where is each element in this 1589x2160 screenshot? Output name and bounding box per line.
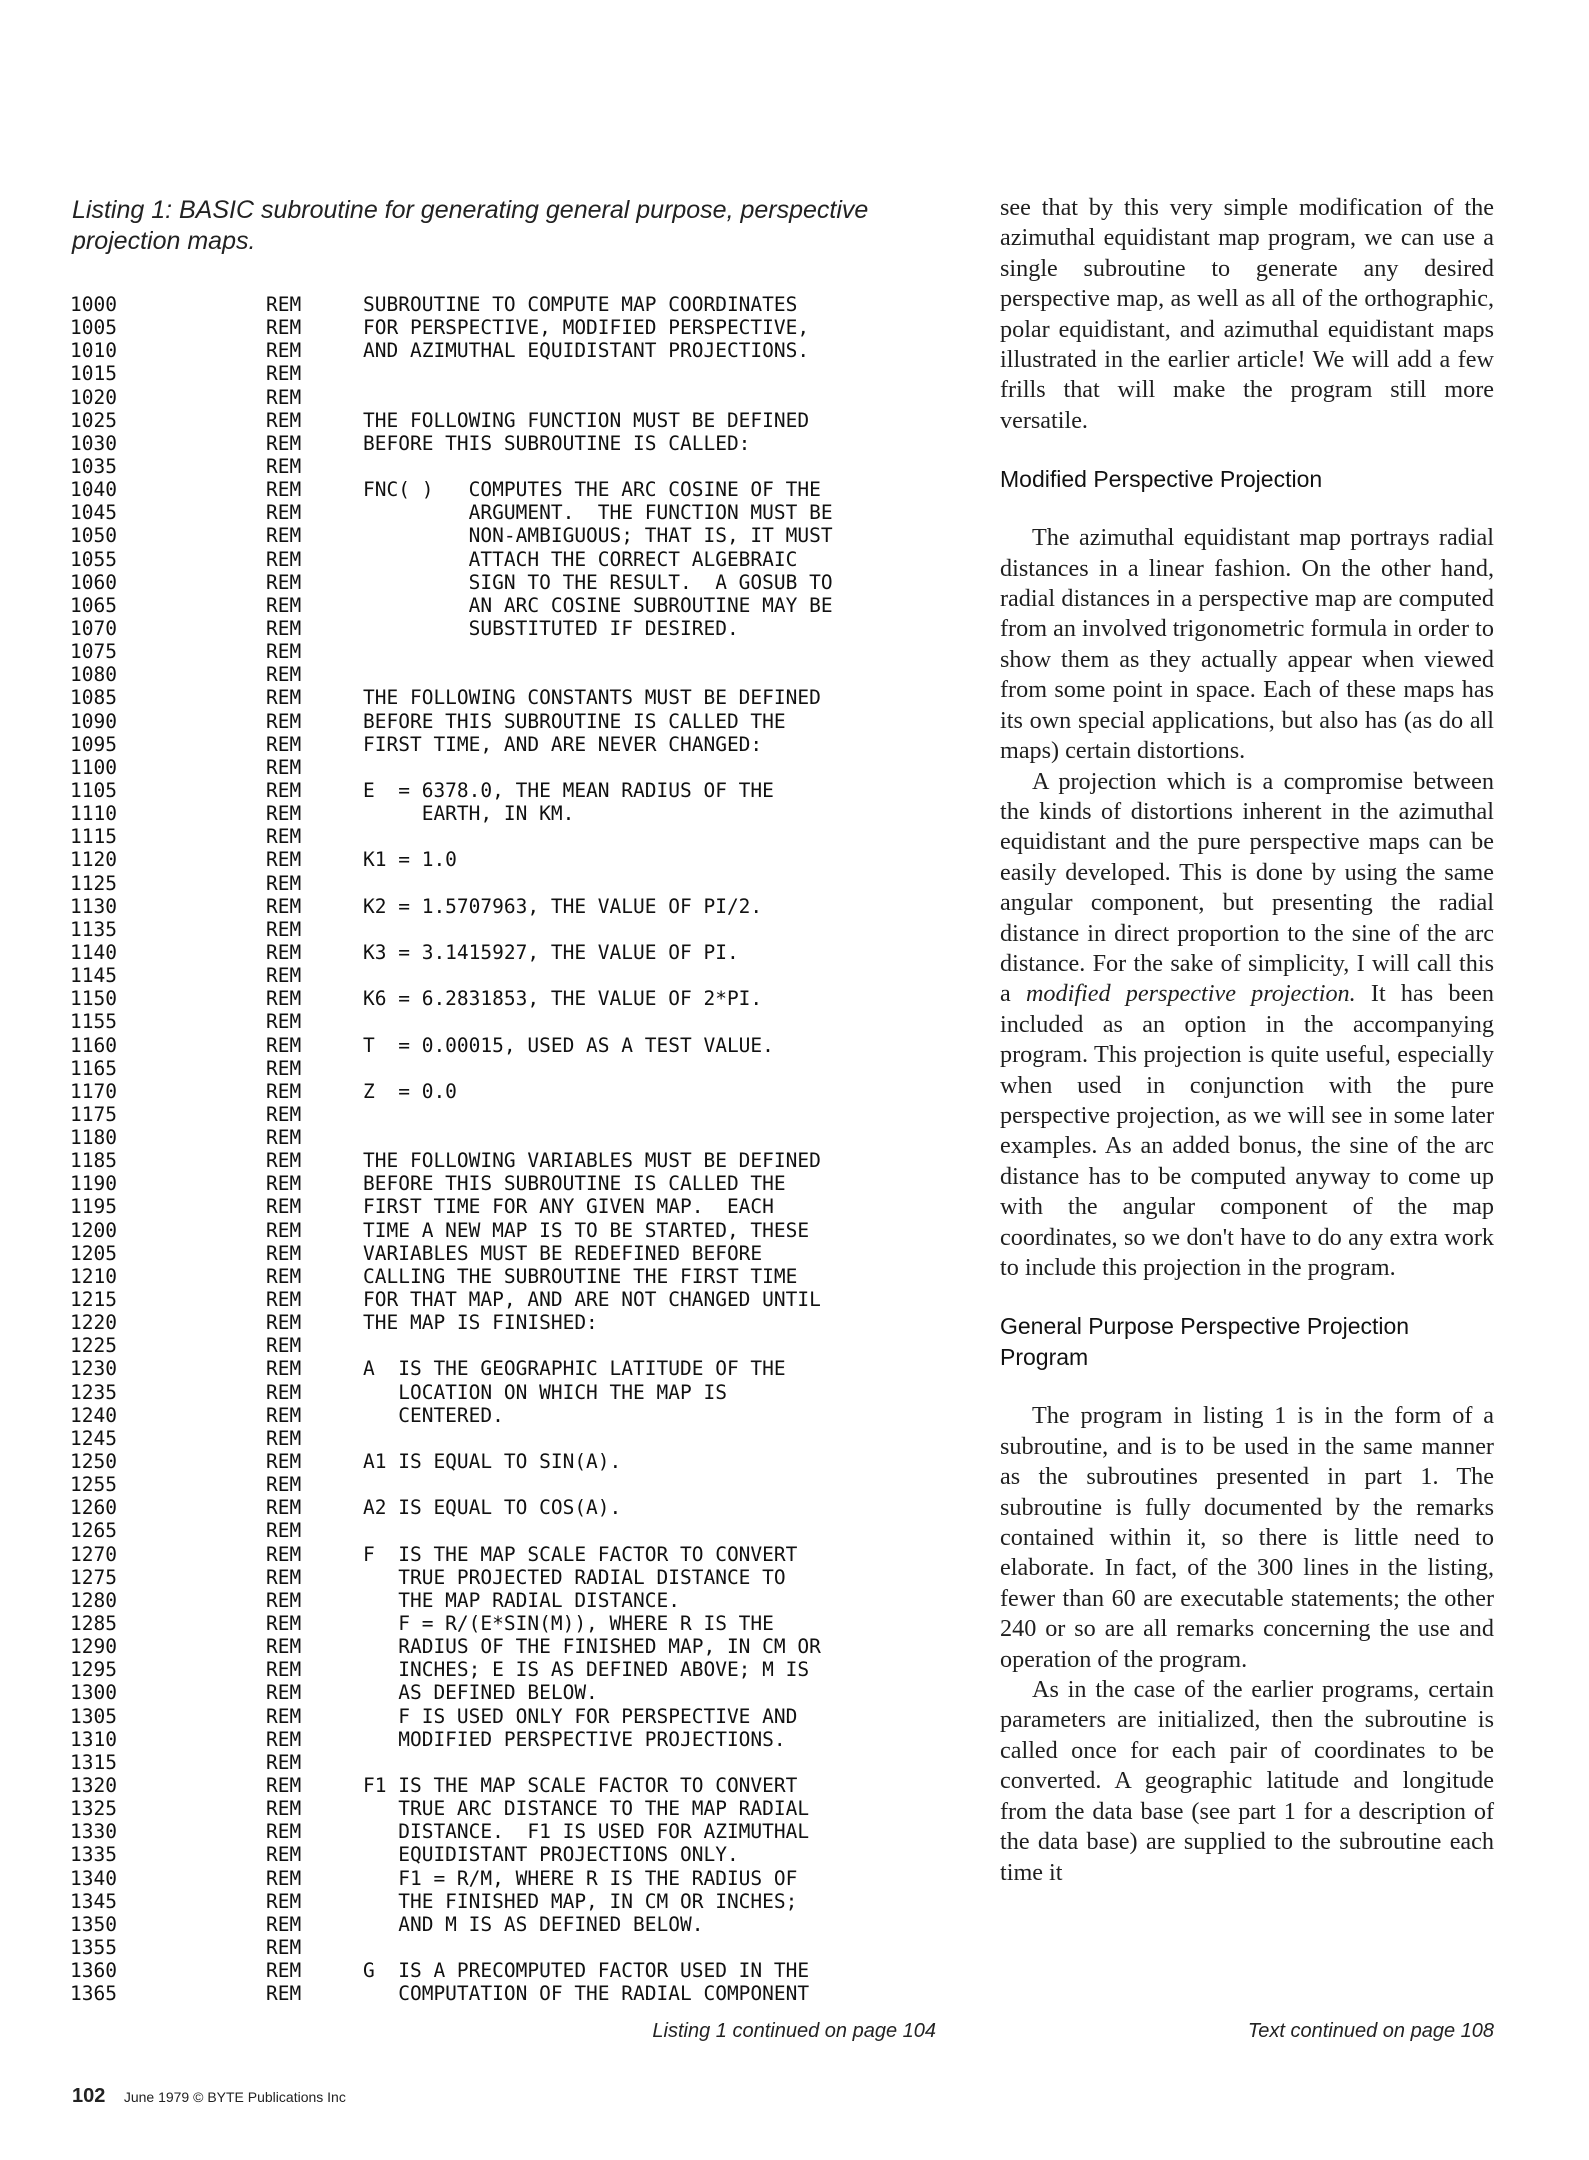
code-line <box>70 756 950 779</box>
line-number: 1140 <box>70 940 117 964</box>
line-number: 1030 <box>70 431 117 455</box>
code-line <box>70 571 950 594</box>
line-number: 1360 <box>70 1959 117 1983</box>
rem-keyword: REM <box>266 1426 302 1450</box>
code-line <box>70 1589 950 1612</box>
line-number: 1105 <box>70 778 117 802</box>
rem-keyword: REM <box>266 431 302 455</box>
code-line <box>70 1681 950 1704</box>
rem-keyword: REM <box>266 1380 302 1404</box>
line-number: 1160 <box>70 1033 117 1057</box>
comment-text: E = 6378.0, THE MEAN RADIUS OF THE <box>363 778 774 802</box>
line-number: 1340 <box>70 1866 117 1890</box>
line-number: 1220 <box>70 1311 117 1335</box>
rem-keyword: REM <box>266 940 302 964</box>
code-line <box>70 1473 950 1496</box>
code-line <box>70 1149 950 1172</box>
rem-keyword: REM <box>266 1612 302 1636</box>
line-number: 1265 <box>70 1519 117 1543</box>
code-line <box>70 1959 950 1982</box>
rem-keyword: REM <box>266 1079 302 1103</box>
code-line <box>70 941 950 964</box>
code-line <box>70 1010 950 1033</box>
code-line <box>70 594 950 617</box>
comment-text: K3 = 3.1415927, THE VALUE OF PI. <box>363 940 739 964</box>
line-number: 1180 <box>70 1126 117 1150</box>
code-line <box>70 1195 950 1218</box>
code-line <box>70 293 950 316</box>
code-line <box>70 802 950 825</box>
line-number: 1005 <box>70 316 117 340</box>
rem-keyword: REM <box>266 1126 302 1150</box>
line-number: 1060 <box>70 570 117 594</box>
code-line <box>70 710 950 733</box>
comment-text: F1 = R/M, WHERE R IS THE RADIUS OF <box>363 1866 798 1890</box>
line-number: 1315 <box>70 1750 117 1774</box>
line-number: 1250 <box>70 1450 117 1474</box>
code-line <box>70 1126 950 1149</box>
comment-text: FIRST TIME FOR ANY GIVEN MAP. EACH <box>363 1195 774 1219</box>
rem-keyword: REM <box>266 1033 302 1057</box>
comment-text: MODIFIED PERSPECTIVE PROJECTIONS. <box>363 1727 786 1751</box>
paragraph: see that by this very simple modification of the azimuthal equidistant map program, we can use a single subroutine to generate any desired perspective map, as well as all of the orthographic, polar equidistant, and azimuthal equidistant maps illustrated in the earlier article! We will add a few frills that will make the program still more versatile. <box>1000 194 1494 434</box>
line-number: 1320 <box>70 1774 117 1797</box>
rem-keyword: REM <box>266 1565 302 1589</box>
line-number: 1175 <box>70 1102 117 1126</box>
code-line <box>70 1867 950 1890</box>
comment-text: VARIABLES MUST BE REDEFINED BEFORE <box>363 1241 763 1265</box>
line-number: 1000 <box>70 293 117 316</box>
line-number: 1090 <box>70 709 117 733</box>
line-number: 1200 <box>70 1218 117 1242</box>
comment-text: K2 = 1.5707963, THE VALUE OF PI/2. <box>363 894 763 918</box>
rem-keyword: REM <box>266 1473 302 1497</box>
line-number: 1120 <box>70 848 117 872</box>
code-line <box>70 1103 950 1126</box>
code-line <box>70 686 950 709</box>
rem-keyword: REM <box>266 1727 302 1751</box>
rem-keyword: REM <box>266 1334 302 1358</box>
emphasis-term: modified perspective projection. <box>1025 980 1356 1008</box>
comment-text: SIGN TO THE RESULT. A GOSUB TO <box>363 570 833 594</box>
rem-keyword: REM <box>266 686 302 710</box>
page-number: 102 <box>72 2085 106 2107</box>
line-number: 1350 <box>70 1912 117 1936</box>
line-number: 1045 <box>70 501 117 525</box>
code-line <box>70 1820 950 1843</box>
code-line <box>70 455 950 478</box>
section-heading: General Purpose Perspective Projection Program <box>1000 1313 1410 1371</box>
line-number: 1165 <box>70 1056 117 1080</box>
comment-text: G IS A PRECOMPUTED FACTOR USED IN THE <box>363 1959 810 1983</box>
rem-keyword: REM <box>266 1172 302 1196</box>
listing-continued-note: Listing 1 continued on page 104 <box>652 2020 936 2042</box>
code-line <box>70 964 950 987</box>
section-heading: Modified Perspective Projection <box>1000 466 1323 493</box>
paragraph <box>1000 767 1494 1284</box>
code-line <box>70 1080 950 1103</box>
rem-keyword: REM <box>266 501 302 525</box>
rem-keyword: REM <box>266 1959 302 1983</box>
line-number: 1325 <box>70 1797 117 1821</box>
code-line <box>70 1913 950 1936</box>
comment-text: ARGUMENT. THE FUNCTION MUST BE <box>363 501 833 525</box>
comment-text: BEFORE THIS SUBROUTINE IS CALLED: <box>363 431 751 455</box>
line-number: 1025 <box>70 408 117 432</box>
rem-keyword: REM <box>266 1658 302 1682</box>
code-line <box>70 1658 950 1681</box>
paragraph: The program in listing 1 is in the form of a subroutine, and is to be used in the same manner as the subroutines presented in part 1. The subroutine is fully documented by the remarks contained within it, so there is little need to elaborate. In fact, of the 300 lines in the listing, fewer than 60 are executable statements; the other 240 or so are all remarks concerning the use and operation of the program. <box>1000 1402 1494 1673</box>
line-number: 1075 <box>70 640 117 664</box>
rem-keyword: REM <box>266 987 302 1011</box>
code-line <box>70 918 950 941</box>
code-line <box>70 1404 950 1427</box>
line-number: 1275 <box>70 1565 117 1589</box>
rem-keyword: REM <box>266 570 302 594</box>
code-line <box>70 825 950 848</box>
code-line <box>70 848 950 871</box>
code-line <box>70 1450 950 1473</box>
comment-text: AND M IS AS DEFINED BELOW. <box>363 1912 704 1936</box>
comment-text: T = 0.00015, USED AS A TEST VALUE. <box>363 1033 774 1057</box>
footer-publication: June 1979 © BYTE Publications Inc <box>123 2089 346 2105</box>
code-line <box>70 779 950 802</box>
comment-text: AND AZIMUTHAL EQUIDISTANT PROJECTIONS. <box>363 339 810 363</box>
line-number: 1230 <box>70 1357 117 1381</box>
line-number: 1225 <box>70 1334 117 1358</box>
rem-keyword: REM <box>266 640 302 664</box>
line-number: 1205 <box>70 1241 117 1265</box>
comment-text: F IS USED ONLY FOR PERSPECTIVE AND <box>363 1704 798 1728</box>
code-line <box>70 1288 950 1311</box>
rem-keyword: REM <box>266 778 302 802</box>
rem-keyword: REM <box>266 1241 302 1265</box>
line-number: 1035 <box>70 454 117 478</box>
line-number: 1080 <box>70 663 117 687</box>
rem-keyword: REM <box>266 1797 302 1821</box>
rem-keyword: REM <box>266 1195 302 1219</box>
code-line <box>70 548 950 571</box>
code-line <box>70 1427 950 1450</box>
line-number: 1155 <box>70 1010 117 1034</box>
comment-text: SUBROUTINE TO COMPUTE MAP COORDINATES <box>363 293 798 316</box>
code-line <box>70 501 950 524</box>
rem-keyword: REM <box>266 547 302 571</box>
line-number: 1210 <box>70 1264 117 1288</box>
code-line <box>70 362 950 385</box>
paragraph-text: A projection which is a compromise between the kinds of distortions inherent in the azimuthal equidistant and the pure perspective maps can be easily developed. This is done by using the same angular component, but presenting the radial distance in direct proportion to the sine of the arc distance. For the sake of simplicity, I will call this a <box>1000 767 1494 1008</box>
rem-keyword: REM <box>266 408 302 432</box>
page-footer <box>72 2085 346 2108</box>
line-number: 1115 <box>70 825 117 849</box>
rem-keyword: REM <box>266 848 302 872</box>
rem-keyword: REM <box>266 616 302 640</box>
code-line <box>70 339 950 362</box>
code-line <box>70 1034 950 1057</box>
comment-text: EARTH, IN KM. <box>363 802 575 826</box>
rem-keyword: REM <box>266 1311 302 1335</box>
comment-text: AN ARC COSINE SUBROUTINE MAY BE <box>363 593 833 617</box>
comment-text: DISTANCE. F1 IS USED FOR AZIMUTHAL <box>363 1820 810 1844</box>
line-number: 1365 <box>70 1982 117 2006</box>
comment-text: TRUE PROJECTED RADIAL DISTANCE TO <box>363 1565 786 1589</box>
rem-keyword: REM <box>266 1843 302 1867</box>
rem-keyword: REM <box>266 755 302 779</box>
comment-text: NON-AMBIGUOUS; THAT IS, IT MUST <box>363 524 833 548</box>
code-line <box>70 895 950 918</box>
paragraph-text: It has been included as an option in the accompanying program. This projection is quite useful, especially when used in conjunction with the pure perspective projection, as we will see in some later examples. As an added bonus, the sine of the arc distance has to be computed anyway to come up with the angular component of the map coordinates, so we don't have to do any extra work to include this projection in the program. <box>1000 980 1494 1281</box>
line-number: 1295 <box>70 1658 117 1682</box>
rem-keyword: REM <box>266 894 302 918</box>
rem-keyword: REM <box>266 1218 302 1242</box>
rem-keyword: REM <box>266 1681 302 1705</box>
line-number: 1055 <box>70 547 117 571</box>
line-number: 1070 <box>70 616 117 640</box>
comment-text: A2 IS EQUAL TO COS(A). <box>363 1496 622 1520</box>
comment-text: EQUIDISTANT PROJECTIONS ONLY. <box>363 1843 739 1867</box>
rem-keyword: REM <box>266 709 302 733</box>
rem-keyword: REM <box>266 825 302 849</box>
paragraph: The azimuthal equidistant map portrays radial distances in a linear fashion. On the other hand, radial distances in a perspective map are computed from an involved trigonometric formula in order to show them as they actually appear when viewed from some point in space. Each of these maps has its own special applications, but also has (as do all maps) certain distortions. <box>1000 524 1494 765</box>
code-line <box>70 1705 950 1728</box>
code-line <box>70 1566 950 1589</box>
rem-keyword: REM <box>266 478 302 502</box>
comment-text: INCHES; E IS AS DEFINED ABOVE; M IS <box>363 1658 810 1682</box>
line-number: 1235 <box>70 1380 117 1404</box>
rem-keyword: REM <box>266 1357 302 1381</box>
comment-text: RADIUS OF THE FINISHED MAP, IN CM OR <box>363 1635 821 1659</box>
rem-keyword: REM <box>266 1010 302 1034</box>
code-line <box>70 1496 950 1519</box>
rem-keyword: REM <box>266 1889 302 1913</box>
line-number: 1260 <box>70 1496 117 1520</box>
line-number: 1335 <box>70 1843 117 1867</box>
comment-text: BEFORE THIS SUBROUTINE IS CALLED THE <box>363 1172 786 1196</box>
line-number: 1300 <box>70 1681 117 1705</box>
comment-text: THE MAP RADIAL DISTANCE. <box>363 1588 680 1612</box>
code-line <box>70 409 950 432</box>
comment-text: TRUE ARC DISTANCE TO THE MAP RADIAL <box>363 1797 810 1821</box>
code-line <box>70 478 950 501</box>
comment-text: FOR THAT MAP, AND ARE NOT CHANGED UNTIL <box>363 1288 821 1312</box>
comment-text: A1 IS EQUAL TO SIN(A). <box>363 1450 622 1474</box>
code-line <box>70 617 950 640</box>
comment-text: THE FOLLOWING CONSTANTS MUST BE DEFINED <box>363 686 821 710</box>
line-number: 1190 <box>70 1172 117 1196</box>
rem-keyword: REM <box>266 964 302 988</box>
comment-text: TIME A NEW MAP IS TO BE STARTED, THESE <box>363 1218 810 1242</box>
line-number: 1305 <box>70 1704 117 1728</box>
comment-text: AS DEFINED BELOW. <box>363 1681 598 1705</box>
code-line <box>70 1751 950 1774</box>
rem-keyword: REM <box>266 1149 302 1173</box>
code-line <box>70 1635 950 1658</box>
code-line <box>70 1334 950 1357</box>
rem-keyword: REM <box>266 732 302 756</box>
line-number: 1150 <box>70 987 117 1011</box>
code-line <box>70 1774 950 1797</box>
line-number: 1135 <box>70 917 117 941</box>
line-number: 1040 <box>70 478 117 502</box>
rem-keyword: REM <box>266 339 302 363</box>
code-line <box>70 1843 950 1866</box>
listing-caption: Listing 1: BASIC subroutine for generating general purpose, perspective projection maps. <box>72 196 869 255</box>
rem-keyword: REM <box>266 917 302 941</box>
comment-text: THE FINISHED MAP, IN CM OR INCHES; <box>363 1889 798 1913</box>
line-number: 1345 <box>70 1889 117 1913</box>
comment-text: FOR PERSPECTIVE, MODIFIED PERSPECTIVE, <box>363 316 810 340</box>
text-continued-note: Text continued on page 108 <box>1247 2020 1494 2042</box>
rem-keyword: REM <box>266 1704 302 1728</box>
comment-text: F1 IS THE MAP SCALE FACTOR TO CONVERT <box>363 1774 798 1797</box>
rem-keyword: REM <box>266 871 302 895</box>
code-line <box>70 1612 950 1635</box>
comment-text: BEFORE THIS SUBROUTINE IS CALLED THE <box>363 709 786 733</box>
rem-keyword: REM <box>266 524 302 548</box>
code-line <box>70 1311 950 1334</box>
comment-text: Z = 0.0 <box>363 1079 457 1103</box>
comment-text: A IS THE GEOGRAPHIC LATITUDE OF THE <box>363 1357 786 1381</box>
rem-keyword: REM <box>266 1450 302 1474</box>
rem-keyword: REM <box>266 454 302 478</box>
code-line <box>70 733 950 756</box>
rem-keyword: REM <box>266 316 302 340</box>
code-line <box>70 1890 950 1913</box>
comment-text: SUBSTITUTED IF DESIRED. <box>363 616 739 640</box>
rem-keyword: REM <box>266 1102 302 1126</box>
code-line <box>70 316 950 339</box>
code-line <box>70 1381 950 1404</box>
line-number: 1130 <box>70 894 117 918</box>
code-line <box>70 1982 950 2005</box>
rem-keyword: REM <box>266 1403 302 1427</box>
comment-text: FNC( ) COMPUTES THE ARC COSINE OF THE <box>363 478 821 502</box>
code-line <box>70 1519 950 1542</box>
rem-keyword: REM <box>266 1542 302 1566</box>
rem-keyword: REM <box>266 1866 302 1890</box>
rem-keyword: REM <box>266 1496 302 1520</box>
line-number: 1355 <box>70 1935 117 1959</box>
line-number: 1195 <box>70 1195 117 1219</box>
comment-text: F = R/(E*SIN(M)), WHERE R IS THE <box>363 1612 774 1636</box>
code-line <box>70 872 950 895</box>
rem-keyword: REM <box>266 1912 302 1936</box>
comment-text: THE MAP IS FINISHED: <box>363 1311 598 1335</box>
line-number: 1020 <box>70 385 117 409</box>
code-line <box>70 1172 950 1195</box>
code-line <box>70 1242 950 1265</box>
line-number: 1095 <box>70 732 117 756</box>
rem-keyword: REM <box>266 1056 302 1080</box>
rem-keyword: REM <box>266 1288 302 1312</box>
rem-keyword: REM <box>266 1935 302 1959</box>
rem-keyword: REM <box>266 663 302 687</box>
line-number: 1270 <box>70 1542 117 1566</box>
code-line <box>70 524 950 547</box>
comment-text: CALLING THE SUBROUTINE THE FIRST TIME <box>363 1264 798 1288</box>
code-line <box>70 386 950 409</box>
comment-text: COMPUTATION OF THE RADIAL COMPONENT <box>363 1982 810 2006</box>
code-line <box>70 1936 950 1959</box>
comment-text: FIRST TIME, AND ARE NEVER CHANGED: <box>363 732 763 756</box>
rem-keyword: REM <box>266 385 302 409</box>
code-line <box>70 1357 950 1380</box>
line-number: 1240 <box>70 1403 117 1427</box>
line-number: 1110 <box>70 802 117 826</box>
code-line <box>70 1265 950 1288</box>
comment-text: K1 = 1.0 <box>363 848 457 872</box>
line-number: 1255 <box>70 1473 117 1497</box>
line-number: 1215 <box>70 1288 117 1312</box>
comment-text: CENTERED. <box>363 1403 504 1427</box>
line-number: 1145 <box>70 964 117 988</box>
paragraph: As in the case of the earlier programs, certain parameters are initialized, then the subroutine is called once for each pair of coordinates to be converted. A geographic latitude and longitude from the data base (see part 1 for a description of the data base) are supplied to the subroutine each time it <box>1000 1676 1494 1886</box>
rem-keyword: REM <box>266 1519 302 1543</box>
line-number: 1310 <box>70 1727 117 1751</box>
line-number: 1185 <box>70 1149 117 1173</box>
line-number: 1100 <box>70 755 117 779</box>
line-number: 1245 <box>70 1426 117 1450</box>
rem-keyword: REM <box>266 1750 302 1774</box>
line-number: 1050 <box>70 524 117 548</box>
line-number: 1010 <box>70 339 117 363</box>
rem-keyword: REM <box>266 1635 302 1659</box>
code-line <box>70 1728 950 1751</box>
code-listing <box>70 293 950 2005</box>
rem-keyword: REM <box>266 593 302 617</box>
line-number: 1125 <box>70 871 117 895</box>
rem-keyword: REM <box>266 362 302 386</box>
line-number: 1085 <box>70 686 117 710</box>
comment-text: THE FOLLOWING FUNCTION MUST BE DEFINED <box>363 408 810 432</box>
code-line <box>70 1057 950 1080</box>
comment-text: K6 = 6.2831853, THE VALUE OF 2*PI. <box>363 987 763 1011</box>
line-number: 1290 <box>70 1635 117 1659</box>
rem-keyword: REM <box>266 802 302 826</box>
line-number: 1015 <box>70 362 117 386</box>
line-number: 1330 <box>70 1820 117 1844</box>
line-number: 1170 <box>70 1079 117 1103</box>
code-line <box>70 1543 950 1566</box>
comment-text: ATTACH THE CORRECT ALGEBRAIC <box>363 547 798 571</box>
comment-text: LOCATION ON WHICH THE MAP IS <box>363 1380 727 1404</box>
rem-keyword: REM <box>266 1774 302 1797</box>
code-line <box>70 1797 950 1820</box>
rem-keyword: REM <box>266 293 302 316</box>
rem-keyword: REM <box>266 1588 302 1612</box>
line-number: 1285 <box>70 1612 117 1636</box>
code-line <box>70 432 950 455</box>
line-number: 1280 <box>70 1588 117 1612</box>
rem-keyword: REM <box>266 1264 302 1288</box>
comment-text: F IS THE MAP SCALE FACTOR TO CONVERT <box>363 1542 798 1566</box>
code-line <box>70 987 950 1010</box>
line-number: 1065 <box>70 593 117 617</box>
code-line <box>70 1219 950 1242</box>
article-text-column <box>1000 193 1494 1888</box>
rem-keyword: REM <box>266 1820 302 1844</box>
code-line <box>70 640 950 663</box>
rem-keyword: REM <box>266 1982 302 2006</box>
comment-text: THE FOLLOWING VARIABLES MUST BE DEFINED <box>363 1149 821 1173</box>
code-line <box>70 663 950 686</box>
